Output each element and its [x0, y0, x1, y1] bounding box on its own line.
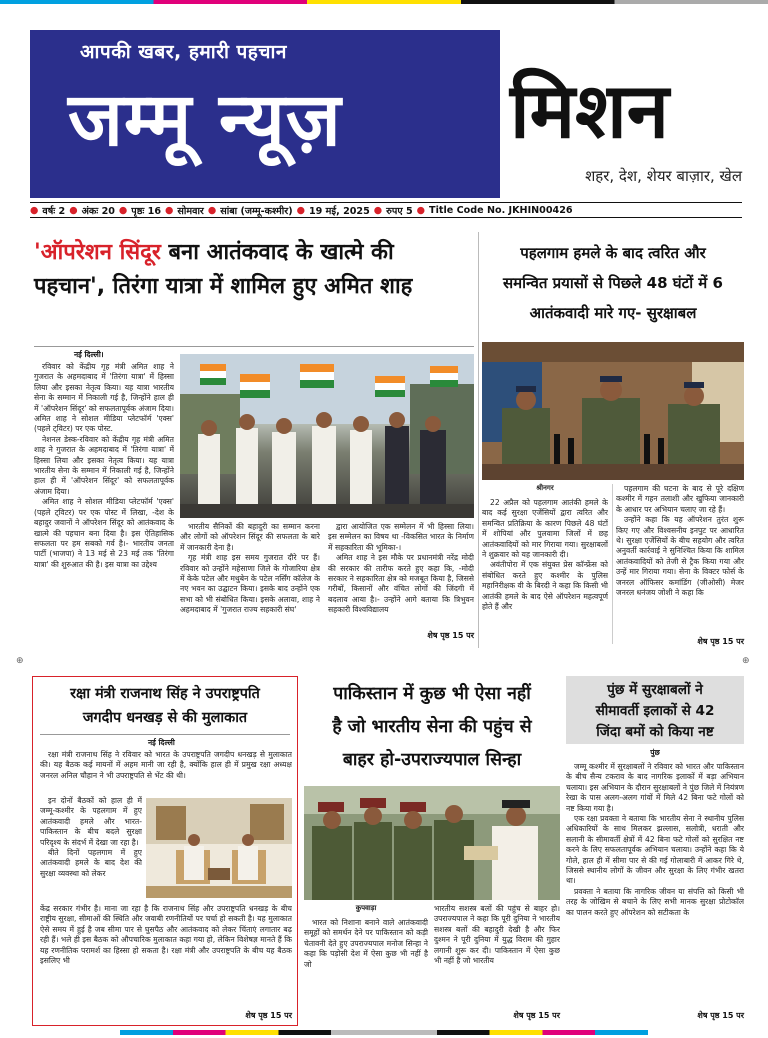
press-conference-scene [482, 342, 744, 480]
bottom-color-bar [120, 1030, 648, 1035]
poonch-para: जम्मू कश्मीर में सुरक्षाबलों ने रविवार को भारत और पाकिस्तान के बीच सैन्य टकराव के बाद नागरिक इलाकों में बड़ा अभियान चलाया। इस अभियान के दौरान सुरक्षाबलों ने पुंछ जिले में नियंत्रण रेखा के पास अलग-अलग गांवों में मिले 42 बिना फटे गोलों को नष्ट किया गया है। [566, 762, 744, 813]
pahalgam-col2-para: उन्होंने कहा कि यह ऑपरेशन तुरंत शुरू किए गए और विश्वसनीय इनपुट पर आधारित थे। सुरक्षा एजेंसियों के बीच सहयोग और त्वरित अनुवर्ती कार्रवाई ने सुनिश्चित किया कि शामिल आतंकवादियों को तेजी से ट्रैक किया गया और उन्हें मार गिराया गया। सेना के विक्टर फोर्स के जनरल ऑफिसर कमांडिंग (जीओसी) मेजर जनरल धनंजय जोशी ने कहा कि [616, 515, 744, 598]
pahalgam-column-1 [482, 498, 608, 646]
pahalgam-col2-para: पहलगाम की घटना के बाद से पूरे दक्षिण कश्मीर में गहन तलाशी और खुफिया जानकारी के आधार पर अभियान चलाए जा रहे हैं। [616, 484, 744, 514]
pahalgam-headline-line: पहलगाम हमले के बाद त्वरित और [520, 244, 706, 262]
sinha-headline-line: है जो भारतीय सेना की पहुंच से [332, 717, 532, 737]
poonch-dateline: पुंछ [650, 748, 660, 757]
info-day: सोमवार [177, 205, 204, 217]
rajnath-para-top: रक्षा मंत्री राजनाथ सिंह ने रविवार को भारत के उपराष्ट्रपति जगदीप धनखड़ से मुलाकात की। यह बैठक कई मायनों में अहम मानी जा रही है, क्योंकि हाल ही में प्रमुख रक्षा अध्यक्ष जनरल अनिल चौहान ने भी उपराष्ट्रपति से भेंट की थी। [40, 750, 292, 780]
pahalgam-headline [482, 238, 744, 328]
info-bar [30, 202, 742, 218]
pahalgam-photo-press-conference [482, 342, 744, 480]
rajnath-para-bottom: केंद्र सरकार गंभीर है। माना जा रहा है कि राजनाथ सिंह और उपराष्ट्रपति धनखड़ के बीच राष्ट्रीय सुरक्षा, सीमाओं की स्थिति और जवाबी रणनीतियों पर चर्चा हो सकती है। यह मुलाकात ऐसे समय में हुई है जब सीमा पार से घुसपैठ और आतंकवाद को लेकर चिंताएं लगातार बढ़ रही हैं। भले ही इस बैठक को औपचारिक मुलाकात कहा गया हो, लेकिन विशेषज्ञ मानते हैं कि यह रणनीतिक परामर्श का हिस्सा हो सकता है। रक्षा मंत्री और उपराष्ट्रपति के बीच यह बैठक इसलिए भी [40, 904, 292, 966]
pahalgam-column-2 [616, 484, 744, 634]
rajnath-headline-line: रक्षा मंत्री राजनाथ सिंह ने उपराष्ट्रपति [70, 686, 260, 702]
lead-column-1 [34, 362, 174, 644]
sinha-photo-soldiers [304, 786, 560, 900]
top-color-bar [0, 0, 768, 4]
masthead-title-right: मिशन [510, 66, 669, 155]
poonch-continued[interactable]: शेष पृष्ठ 15 पर [697, 1011, 744, 1020]
masthead [30, 30, 740, 198]
info-bullet-icon: ● [296, 204, 305, 216]
sinha-continued[interactable]: शेष पृष्ठ 15 पर [513, 1011, 560, 1020]
sinha-column-2: भारतीय सशस्त्र बलों की पहुंच से बाहर हो। उपराज्यपाल ने कहा कि पूरी दुनिया ने भारतीय सशस्त्र बलों की बहादुरी देखी है और फिर दुश्मन ने पूरी दुनिया में युद्ध विराम की गुहार लगानी शुरू कर दी। पाकिस्तान में ऐसा कुछ भी नहीं है जो भारतीय [434, 904, 560, 966]
lead-col2-para: भारतीय सैनिकों की बहादुरी का सम्मान करना और लोगों को ऑपरेशन सिंदूर की सफलता के बारे में जानकारी देना है। [180, 522, 320, 552]
info-place: सांबा (जम्मू-कश्मीर) [220, 205, 293, 217]
poonch-headline-line: पुंछ में सुरक्षाबलों ने [607, 682, 703, 698]
lead-column-2 [180, 522, 320, 640]
info-bullet-icon: ● [165, 204, 174, 216]
poonch-para: प्रवक्ता ने बताया कि नागरिक जीवन या संपत्ति को किसी भी तरह के जोखिम से बचाने के लिए सभी मानक सुरक्षा प्रोटोकॉल का पालन करते हुए ऑपरेशन को सटीकता के [566, 886, 744, 917]
registration-mark-icon: ⊕ [742, 656, 750, 666]
lead-rule [34, 346, 474, 347]
lead-headline-part1: बना आतंकवाद के खात्मे की [160, 240, 394, 265]
rajnath-headline-line: जगदीप धनखड़ से की मुलाकात [82, 710, 248, 726]
pahalgam-photo-caption: श्रीनगर [536, 484, 554, 492]
lead-col3-para: द्वारा आयोजित एक सम्मेलन में भी हिस्सा लिया। इस सम्मेलन का विषय था -विकसित भारत के निर्माण में सहकारिता की भूमिका-। [328, 522, 474, 552]
lead-col1-para: नेशनल डेस्क-रविवार को केंद्रीय गृह मंत्री अमित शाह ने गुजरात के अहमदाबाद में 'तिरंगा यात्रा' में हिस्सा लिया और इसका नेतृत्व किया। यह यात्रा भारतीय सेना के सम्मान में निकाली गई है, जिन्होंने हाल ही में 'ऑपरेशन सिंदूर' को सफलतापूर्वक अंजाम दिया। [34, 434, 174, 496]
lead-photo-scene [180, 354, 474, 518]
info-bullet-icon: ● [118, 204, 128, 216]
lead-headline-red: 'ऑपरेशन सिंदूर [34, 240, 161, 265]
pahalgam-col1-para: अवंतीपोरा में एक संयुक्त प्रेस कॉन्फ्रेंस को संबोधित करते हुए कश्मीर के पुलिस महानिरीक्षक वी के बिरदी ने कहा कि किसी भी आतंकी हमले के बाद ऐसे ऑपरेशन महत्वपूर्ण होते हैं और [482, 560, 608, 612]
lead-column-3 [328, 522, 474, 628]
sinha-column-1: भारत को निशाना बनाने वाले आतंकवादी समूहों को समर्थन देने पर पाकिस्तान को कड़ी चेतावनी देते हुए उपराज्यपाल मनोज सिन्हा ने कहा कि पड़ोसी देश में ऐसा कुछ भी नहीं है जो [304, 918, 428, 969]
info-price: रुपए 5 [386, 205, 413, 217]
column-divider [478, 232, 479, 648]
sinha-headline-line: पाकिस्तान में कुछ भी ऐसा नहीं [333, 684, 531, 704]
masthead-title-left: जम्मू न्यूज़ [68, 77, 342, 163]
registration-mark-icon: ⊕ [16, 656, 24, 666]
lead-col1-para: अमित शाह ने सोशल मीडिया प्लेटफॉर्म 'एक्स' (पहले ट्विटर) पर एक पोस्ट में लिखा, -देश के बहादुर जवानों ने ऑपरेशन सिंदूर को आतंकवाद के खात्मे की पहचान बना दिया है। इस ऐतिहासिक सफलता पर हम सबको गर्व है।- भारतीय जनता पार्टी (भाजपा) ने 13 मई से 23 मई तक 'तिरंगा यात्रा' की शुरुआत की है। इस यात्रा का उद्देश्य [34, 497, 174, 569]
info-bullet-icon: ● [373, 204, 383, 216]
pahalgam-headline-line: समन्वित प्रयासों से पिछले 48 घंटों में 6 [503, 274, 723, 292]
rajnath-left-para: बीते दिनों पहलगाम में हुए आतंकवादी हमले के बाद देश की सुरक्षा व्यवस्था को लेकर [40, 848, 142, 878]
pahalgam-continued[interactable]: शेष पृष्ठ 15 पर [697, 637, 744, 646]
lead-col1-para: रविवार को केंद्रीय गृह मंत्री अमित शाह ने गुजरात के अहमदाबाद में 'तिरंगा यात्रा' में हिस्सा लिया और इसका नेतृत्व किया। यह यात्रा भारतीय सेना के सम्मान में निकाली गई है, जिन्होंने हाल ही में 'ऑपरेशन सिंदूर' को सफलतापूर्वक अंजाम दिया। अमित शाह ने सोशल मीडिया प्लेटफॉर्म 'एक्स' (पहले ट्विटर) पर एक पोस्ट. [34, 362, 174, 434]
rajnath-headline [36, 682, 294, 730]
lead-continued[interactable]: शेष पृष्ठ 15 पर [427, 631, 474, 640]
lead-headline-part2: पहचान', तिरंगा यात्रा में शामिल हुए अमित शाह [34, 274, 413, 299]
rajnath-continued[interactable]: शेष पृष्ठ 15 पर [245, 1011, 292, 1020]
sinha-headline [304, 678, 560, 777]
meeting-scene [146, 798, 292, 898]
rajnath-rule [40, 734, 290, 735]
lead-photo-tiranga-yatra [180, 354, 474, 518]
masthead-slogan: आपकी खबर, हमारी पहचान [80, 41, 287, 63]
sinha-photo-caption: कुपवाड़ा [355, 904, 377, 912]
poonch-headline-line: सीमावर्ती इलाकों से 42 [595, 703, 715, 719]
lead-col2-para: गृह मंत्री शाह इस समय गुजरात दौरे पर हैं। रविवार को उन्होंने महेसाणा जिले के गोजारिया क्षेत्र में केके पटेल और मथुबेन के पटेल नर्सिंग कॉलेज के नए भवन का उद्घाटन किया। इसके बाद उन्होंने एक सभा को भी संबोधित किया। इसके अलावा, शाह ने अहमदाबाद में 'गुजरात राज्य सहकारी संघ' [180, 553, 320, 615]
lead-headline [34, 236, 474, 304]
info-year: वर्षः 2 [42, 205, 66, 217]
lead-col3-para: अमित शाह ने इस मौके पर प्रधानमंत्री नरेंद्र मोदी की सरकार की तारीफ करते हुए कहा कि, -मोदी सरकार ने सहकारिता क्षेत्र को मजबूत किया है, जिससे गरीबों, किसानों और वंचित लोगों की जिंदगी में बदलाव आया है।- उन्होंने आगे बताया कि त्रिभुवन सहकारी विश्वविद्यालय [328, 553, 474, 615]
poonch-headline-line: जिंदा बमों को किया नष्ट [596, 724, 714, 740]
rajnath-left-para: इन दोनों बैठकों को हाल ही में जम्मू-कश्मीर के पहलगाम में हुए आतंकवादी हमले और भारत-पाकिस्तान के बीच बदले सुरक्षा परिदृश्य के संदर्भ में देखा जा रहा है। [40, 796, 142, 847]
info-bullet-icon: ● [69, 204, 78, 216]
info-bullet-icon: ● [416, 204, 426, 216]
info-date: 19 मई, 2025 [308, 205, 370, 217]
info-pages: पृष्ठः 16 [131, 205, 162, 217]
info-issue: अंकः 20 [81, 205, 115, 217]
info-bullet-icon: ● [30, 204, 39, 216]
pahalgam-headline-line: आतंकवादी मारे गए- सुरक्षाबल [529, 304, 697, 322]
poonch-para: एक रक्षा प्रवक्ता ने बताया कि भारतीय सेना ने स्थानीय पुलिस अधिकारियों के साथ मिलकर झल्लास, सलोत्री, धराती और सलानी के सीमावर्ती क्षेत्रों में 42 बिना फटे गोलों को सुरक्षित नष्ट करने के लिए सफलतापूर्वक अभियान चलाया। उन्होंने कहा कि ये गोले, हाल ही में सीमा पार से की गई गोलाबारी में आकर गिरे थे, जिससे स्थानीय लोगों के जीवन और सुरक्षा के लिए गंभीर खतरा था। [566, 814, 744, 886]
pahalgam-col-divider [612, 484, 613, 644]
poonch-headline [566, 680, 744, 743]
rajnath-photo-meeting [146, 798, 292, 898]
poonch-body [566, 762, 744, 1012]
pahalgam-col1-para: 22 अप्रैल को पहलगाम आतंकी हमले के बाद कई सुरक्षा एजेंसियों द्वारा त्वरित और समन्वित प्रतिक्रिया के कारण पिछले 48 घंटों में शोपियां और पुलवामा जिलों में छह आतंकवादियों को मार गिराया गया। सुरक्षाबलों ने शुक्रवार को यह जानकारी दी। [482, 498, 608, 560]
info-title-code: Title Code No. JKHIN00426 [429, 204, 573, 216]
info-bullet-icon: ● [207, 204, 217, 216]
soldiers-scene [304, 786, 560, 900]
sinha-headline-line: बाहर हो-उपराज्यपाल सिन्हा [342, 750, 522, 770]
masthead-tagline: शहर, देश, शेयर बाज़ार, खेल [585, 167, 742, 185]
rajnath-dateline: नई दिल्ली [148, 738, 175, 747]
lead-dateline: नई दिल्ली। [74, 350, 104, 359]
rajnath-para-left [40, 796, 142, 900]
